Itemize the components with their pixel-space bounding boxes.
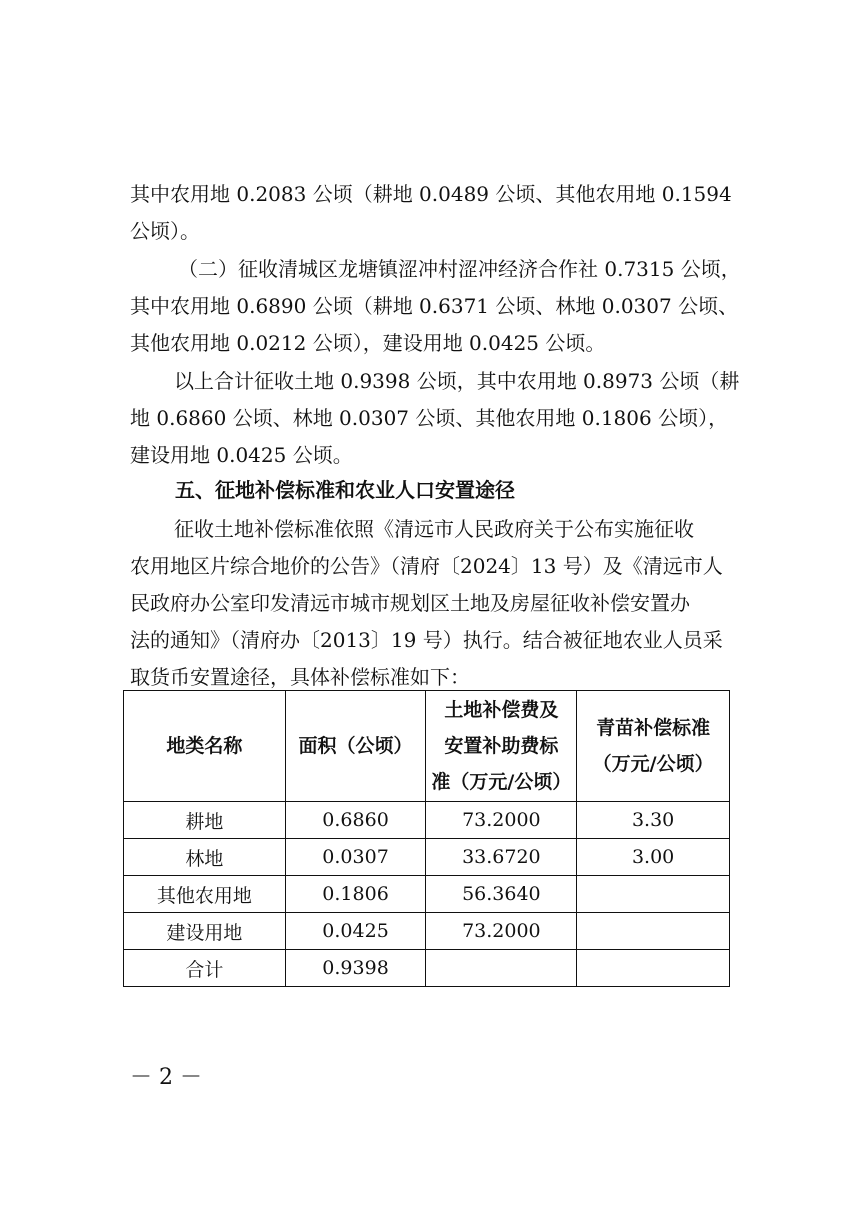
cell-crop-compensation: 3.30 <box>577 802 730 839</box>
cell-land-type: 林地 <box>124 839 286 876</box>
text-line: 其中农用地 0.2083 公顷（耕地 0.0489 公顷、其他农用地 0.1594 <box>130 182 732 206</box>
header-text: 青苗补偿标准 <box>596 717 711 739</box>
text-line: 取货币安置途径，具体补偿标准如下： <box>130 665 470 689</box>
text-line: 征收土地补偿标准依照《清远市人民政府关于公布实施征收 <box>174 517 694 541</box>
cell-crop-compensation <box>577 876 730 913</box>
header-text: （万元/公顷） <box>592 753 714 775</box>
table-row <box>124 802 730 839</box>
text-line: 以上合计征收土地 0.9398 公顷，其中农用地 0.8973 公顷（耕 <box>174 369 740 393</box>
cell-land-type: 建设用地 <box>124 913 286 950</box>
cell-area: 0.1806 <box>285 876 426 913</box>
text-line: 建设用地 0.0425 公顷。 <box>130 443 353 467</box>
cell-crop-compensation: 3.00 <box>577 839 730 876</box>
cell-area: 0.9398 <box>285 950 426 987</box>
cell-crop-compensation <box>577 950 730 987</box>
table-row <box>124 913 730 950</box>
header-land-compensation <box>426 691 577 802</box>
table-row <box>124 876 730 913</box>
text-line: 农用地区片综合地价的公告》（清府〔2024〕13 号）及《清远市人 <box>130 554 723 578</box>
text-line: 其中农用地 0.6890 公顷（耕地 0.6371 公顷、林地 0.0307 公顷、 <box>130 294 739 318</box>
text-line: （二）征收清城区龙塘镇涩冲村涩冲经济合作社 0.7315 公顷， <box>178 257 741 281</box>
paragraph-total-land <box>130 363 740 474</box>
cell-land-type: 耕地 <box>124 802 286 839</box>
header-area <box>285 691 426 802</box>
header-text: 安置补助费标 <box>444 735 559 757</box>
table-header-row <box>124 691 730 802</box>
cell-land-compensation: 56.3640 <box>426 876 577 913</box>
compensation-table <box>123 690 730 987</box>
cell-area: 0.0307 <box>285 839 426 876</box>
header-text: 地类名称 <box>166 735 243 757</box>
text-line: 其他农用地 0.0212 公顷），建设用地 0.0425 公顷。 <box>130 331 606 355</box>
cell-land-compensation: 33.6720 <box>426 839 577 876</box>
cell-land-compensation: 73.2000 <box>426 913 577 950</box>
text-line: 公顷）。 <box>130 219 200 243</box>
text-line: 法的通知》（清府办〔2013〕19 号）执行。结合被征地农业人员采 <box>130 628 723 652</box>
cell-area: 0.6860 <box>285 802 426 839</box>
header-text: 土地补偿费及 <box>444 699 559 721</box>
paragraph-compensation-basis <box>130 511 726 696</box>
table-row <box>124 839 730 876</box>
paragraph-land-breakdown-1 <box>130 176 732 250</box>
cell-area: 0.0425 <box>285 913 426 950</box>
paragraph-land-breakdown-2 <box>130 251 741 362</box>
text-line: 民政府办公室印发清远市城市规划区土地及房屋征收补偿安置办 <box>130 591 690 615</box>
cell-land-type: 合计 <box>124 950 286 987</box>
text-line: 地 0.6860 公顷、林地 0.0307 公顷、其他农用地 0.1806 公顷）， <box>130 406 729 430</box>
table-row-total <box>124 950 730 987</box>
section-heading: 五、征地补偿标准和农业人口安置途径 <box>175 478 515 502</box>
cell-crop-compensation <box>577 913 730 950</box>
header-text: 准（万元/公顷） <box>431 771 572 793</box>
header-crop-compensation <box>577 691 730 802</box>
header-land-type <box>124 691 286 802</box>
cell-land-compensation: 73.2000 <box>426 802 577 839</box>
page-number: － 2 － <box>130 1065 202 1090</box>
cell-land-type: 其他农用地 <box>124 876 286 913</box>
cell-land-compensation <box>426 950 577 987</box>
header-text: 面积（公顷） <box>298 735 413 757</box>
